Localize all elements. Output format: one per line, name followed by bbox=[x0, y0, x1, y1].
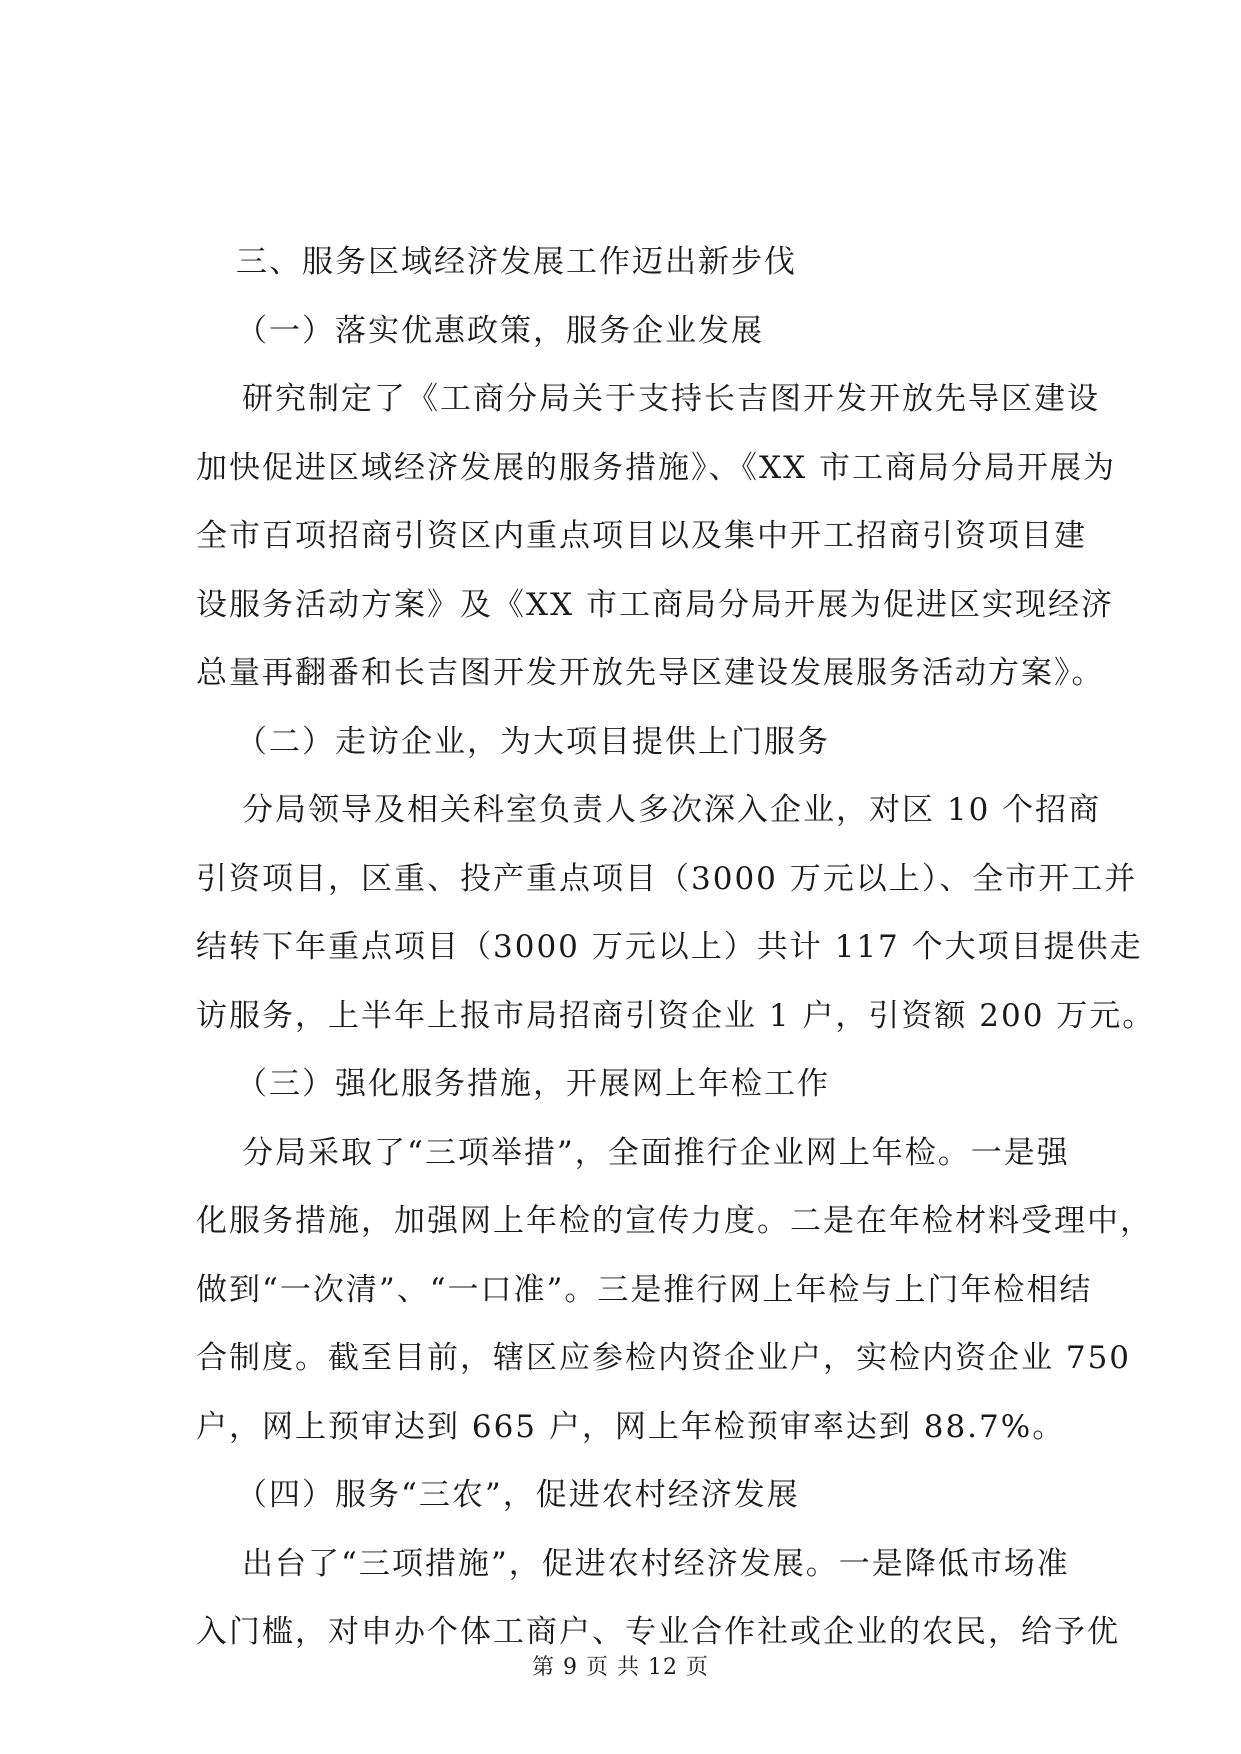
paragraph-line: 分局领导及相关科室负责人多次深入企业，对区 10 个招商 bbox=[242, 792, 1102, 828]
paragraph-line: 出台了“三项措施”，促进农村经济发展。一是降低市场准 bbox=[242, 1545, 1070, 1582]
paragraph-line: 全市百项招商引资区内重点项目以及集中开工招商引资项目建 bbox=[196, 518, 1087, 554]
paragraph-line: 入门槛，对申办个体工商户、专业合作社或企业的农民，给予优 bbox=[196, 1614, 1120, 1650]
paragraph-line: 户，网上预审达到 665 户，网上年检预审率达到 88.7%。 bbox=[196, 1408, 1066, 1445]
document-body bbox=[196, 228, 1156, 1667]
paragraph-line: 分局采取了“三项举措”，全面推行企业网上年检。一是强 bbox=[242, 1134, 1070, 1171]
paragraph-line: 化服务措施，加强网上年检的宣传力度。二是在年检材料受理中， bbox=[196, 1203, 1153, 1239]
paragraph-line: 结转下年重点项目（3000 万元以上）共计 117 个大项目提供走 bbox=[196, 929, 1143, 965]
paragraph-line: 总量再翻番和长吉图开发开放先导区建设发展服务活动方案》。 bbox=[196, 655, 1105, 691]
page-number-footer: 第 9 页 共 12 页 bbox=[532, 1655, 709, 1680]
section-heading: 三、服务区域经济发展工作迈出新步伐 bbox=[236, 244, 797, 280]
paragraph-line: 加快促进区域经济发展的服务措施》、《XX 市工商局分局开展为 bbox=[196, 449, 1116, 486]
paragraph-line: 研究制定了《工商分局关于支持长吉图开发开放先导区建设 bbox=[242, 381, 1100, 417]
paragraph-line: 访服务，上半年上报市局招商引资企业 1 户，引资额 200 万元。 bbox=[196, 997, 1156, 1034]
subsection-heading: （三）强化服务措施，开展网上年检工作 bbox=[236, 1066, 830, 1102]
paragraph-line: 合制度。截至目前，辖区应参检内资企业户，实检内资企业 750 bbox=[196, 1340, 1132, 1376]
paragraph-line: 做到“一次清”、“一口准”。三是推行网上年检与上门年检相结 bbox=[196, 1271, 1093, 1308]
paragraph-line: 设服务活动方案》及《XX 市工商局分局开展为促进区实现经济 bbox=[196, 586, 1114, 623]
subsection-heading: （一）落实优惠政策，服务企业发展 bbox=[236, 312, 764, 349]
paragraph-line: 引资项目，区重、投产重点项目（3000 万元以上）、全市开工并 bbox=[196, 860, 1138, 897]
subsection-heading: （二）走访企业，为大项目提供上门服务 bbox=[236, 723, 830, 760]
subsection-heading: （四）服务“三农”，促进农村经济发展 bbox=[236, 1477, 800, 1513]
